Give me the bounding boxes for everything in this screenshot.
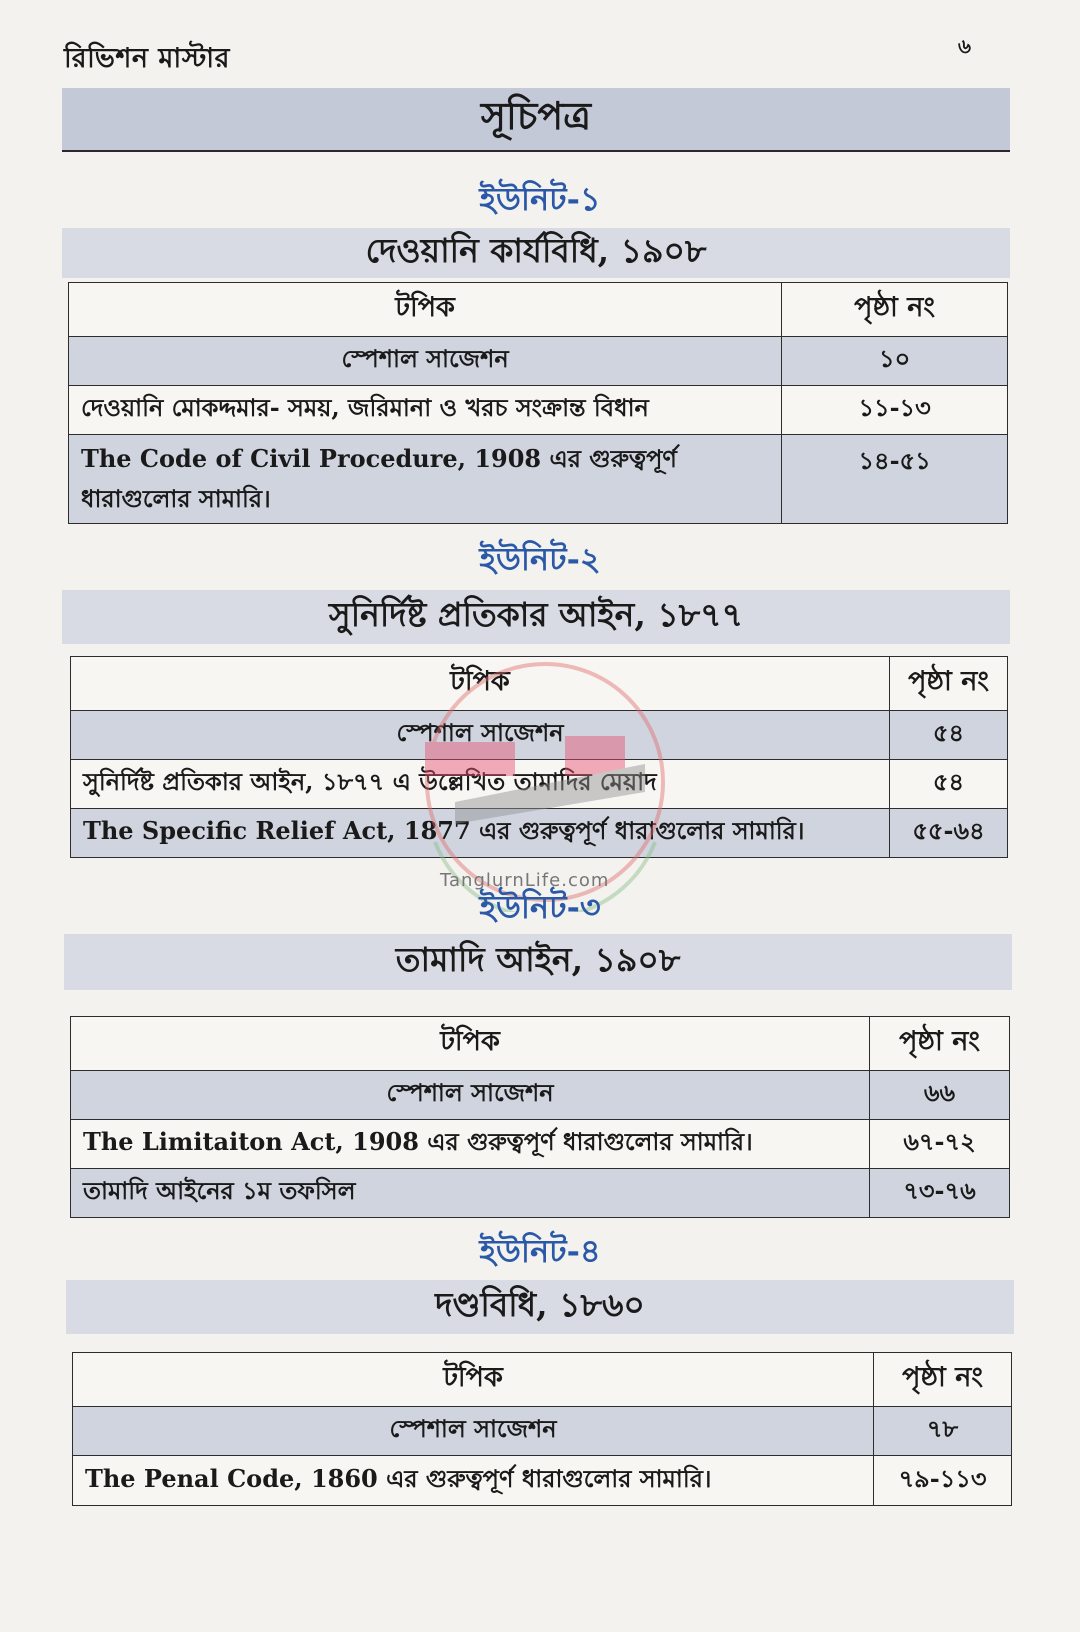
table-header-row — [73, 1353, 1012, 1407]
topic-cell: The Specific Relief Act, 1877 এর গুরুত্বপূর্ণ ধারাগুলোর সামারি। — [71, 809, 890, 858]
page-column-header: পৃষ্ঠা নং — [874, 1353, 1012, 1407]
unit-3-toc-table — [70, 1016, 1010, 1218]
page-cell: ৭৯-১১৩ — [874, 1456, 1012, 1506]
topic-cell: স্পেশাল সাজেশন — [73, 1407, 874, 1456]
topic-cell: The Code of Civil Procedure, 1908 এর গুরুত্বপূর্ণ ধারাগুলোর সামারি। — [69, 435, 782, 524]
table-row — [69, 435, 1008, 524]
topic-cell: সুনির্দিষ্ট প্রতিকার আইন, ১৮৭৭ এ উল্লেখিত তামাদির মেয়াদ — [71, 760, 890, 809]
unit-1-act-title: দেওয়ানি কার্যবিধি, ১৯০৮ — [365, 231, 707, 270]
topic-cell: দেওয়ানি মোকদ্দমার- সময়, জরিমানা ও খরচ সংক্রান্ত বিধান — [69, 386, 782, 435]
page-cell: ৬৭-৭২ — [870, 1120, 1010, 1169]
table-row — [69, 337, 1008, 386]
table-header-row — [69, 283, 1008, 337]
table-row — [73, 1456, 1012, 1506]
topic-column-header: টপিক — [71, 657, 890, 711]
table-row — [71, 1169, 1010, 1218]
topic-cell: The Limitaiton Act, 1908 এর গুরুত্বপূর্ণ ধারাগুলোর সামারি। — [71, 1120, 870, 1169]
unit-4-label: ইউনিট-৪ — [479, 1232, 601, 1270]
unit-3-act-banner — [64, 934, 1012, 990]
page-cell: ৬৬ — [870, 1071, 1010, 1120]
page-column-header: পৃষ্ঠা নং — [890, 657, 1008, 711]
unit-3-label: ইউনিট-৩ — [479, 888, 601, 926]
unit-2-act-title: সুনির্দিষ্ট প্রতিকার আইন, ১৮৭৭ — [328, 595, 744, 634]
table-header-row — [71, 1017, 1010, 1071]
unit-1-label: ইউনিট-১ — [479, 180, 601, 218]
page-cell: ৭৩-৭৬ — [870, 1169, 1010, 1218]
running-head: রিভিশন মাস্টার — [64, 43, 230, 74]
topic-cell: স্পেশাল সাজেশন — [69, 337, 782, 386]
table-row — [71, 1120, 1010, 1169]
unit-4-toc-table — [72, 1352, 1012, 1506]
page-cell: ৫৪ — [890, 760, 1008, 809]
topic-column-header: টপিক — [71, 1017, 870, 1071]
unit-4-act-title: দণ্ডবিধি, ১৮৬০ — [435, 1285, 645, 1324]
topic-cell: স্পেশাল সাজেশন — [71, 1071, 870, 1120]
page-cell: ৫৫-৬৪ — [890, 809, 1008, 858]
contents-title: সূচিপত্র — [480, 93, 592, 138]
page-column-header: পৃষ্ঠা নং — [782, 283, 1008, 337]
page-cell: ১১-১৩ — [782, 386, 1008, 435]
page-column-header: পৃষ্ঠা নং — [870, 1017, 1010, 1071]
unit-1-act-banner — [62, 228, 1010, 278]
unit-1-toc-table — [68, 282, 1008, 524]
topic-cell: তামাদি আইনের ১ম তফসিল — [71, 1169, 870, 1218]
watermark-text: TanglurnLife.com — [440, 870, 610, 891]
topic-column-header: টপিক — [73, 1353, 874, 1407]
table-row — [71, 1071, 1010, 1120]
table-row — [73, 1407, 1012, 1456]
topic-cell: স্পেশাল সাজেশন — [71, 711, 890, 760]
page-cell: ৫৪ — [890, 711, 1008, 760]
unit-2-act-banner — [62, 590, 1010, 644]
page-cell: ৭৮ — [874, 1407, 1012, 1456]
table-row — [69, 386, 1008, 435]
page-number: ৬ — [958, 34, 972, 58]
topic-cell: The Penal Code, 1860 এর গুরুত্বপূর্ণ ধারাগুলোর সামারি। — [73, 1456, 874, 1506]
page-cell: ১০ — [782, 337, 1008, 386]
page-cell: ১৪-৫১ — [782, 435, 1008, 524]
unit-2-label: ইউনিট-২ — [479, 540, 601, 578]
unit-4-act-banner — [66, 1280, 1014, 1334]
topic-column-header: টপিক — [69, 283, 782, 337]
unit-3-act-title: তামাদি আইন, ১৯০৮ — [395, 940, 681, 979]
contents-banner — [62, 88, 1010, 152]
